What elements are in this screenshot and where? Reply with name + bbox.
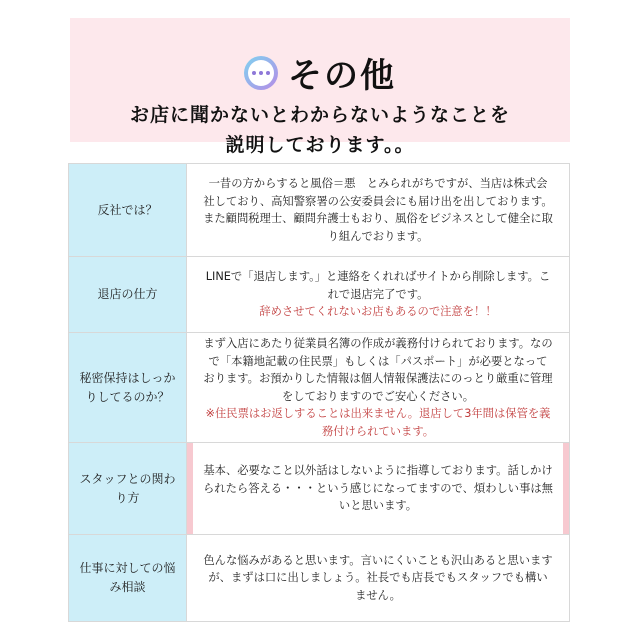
faq-answer-warning: 辞めさせてくれないお店もあるので注意を！！ xyxy=(259,305,497,319)
faq-answer-cell xyxy=(187,164,569,256)
faq-answer-text: まず入店にあたり従業員名簿の作成が義務付けられております。なので「本籍地記載の住民票」もしくは「パスポート」が必要となっております。お預かりした情報は個人情報保護法にのっとり厳重に管理をしておりますのでご安心ください。 xyxy=(203,337,553,403)
header-banner xyxy=(70,18,570,156)
faq-answer xyxy=(203,175,553,245)
faq-answer-warning: ※住民票はお返しすることは出来ません。退店して3年間は保管を義務付けられています。 xyxy=(205,407,551,438)
faq-question: 仕事に対しての悩み相談 xyxy=(69,535,187,621)
faq-answer xyxy=(203,462,553,515)
faq-answer-cell xyxy=(187,535,569,621)
faq-answer-text: 基本、必要なこと以外話はしないように指導しております。話しかけられたら答える・・・という感じになってますので、煩わしい事は無いと思います。 xyxy=(203,464,553,513)
title-row xyxy=(70,48,570,97)
faq-question: 秘密保持はしっかりしてるのか？ xyxy=(69,333,187,442)
faq-answer-text: 色んな悩みがあると思います。言いにくいことも沢山あると思いますが、まずは口に出しましょう。社長でも店長でもスタッフでも構いません。 xyxy=(203,553,553,602)
faq-row-leaving xyxy=(69,257,569,333)
dot xyxy=(252,71,256,75)
faq-question: 反社では？ xyxy=(69,164,187,256)
faq-answer-cell xyxy=(187,443,569,534)
faq-answer-cell xyxy=(187,257,569,332)
faq-question: スタッフとの関わり方 xyxy=(69,443,187,534)
dot xyxy=(259,71,263,75)
faq-row-antisocial xyxy=(69,164,569,257)
faq-row-consultation xyxy=(69,535,569,621)
faq-answer xyxy=(203,268,553,321)
faq-question: 退店の仕方 xyxy=(69,257,187,332)
subtitle xyxy=(70,100,570,160)
faq-answer-text: 一昔の方からすると風俗＝悪 とみられがちですが、当店は株式会社しており、高知警察署の公安委員会にも届け出を出しております。また顧問税理士、顧問弁護士もおり、風俗をビジネスとして健全に取り組んでおります。 xyxy=(203,177,553,243)
faq-row-staff xyxy=(69,443,569,535)
subtitle-line-2: 説明しております。。 xyxy=(225,134,415,156)
faq-row-privacy xyxy=(69,333,569,443)
chat-bubble-inner xyxy=(248,60,274,86)
faq-table xyxy=(68,163,570,622)
dot xyxy=(266,71,270,75)
chat-bubble-icon xyxy=(244,56,278,90)
faq-answer xyxy=(203,552,553,605)
faq-answer-cell xyxy=(187,333,569,442)
page-title: その他 xyxy=(288,56,396,96)
faq-answer-text: LINEで「退店します。」と連絡をくれればサイトから削除します。これで退店完了です。 xyxy=(205,270,551,301)
subtitle-line-1: お店に聞かないとわからないようなことを xyxy=(129,104,510,126)
faq-answer xyxy=(203,335,553,440)
